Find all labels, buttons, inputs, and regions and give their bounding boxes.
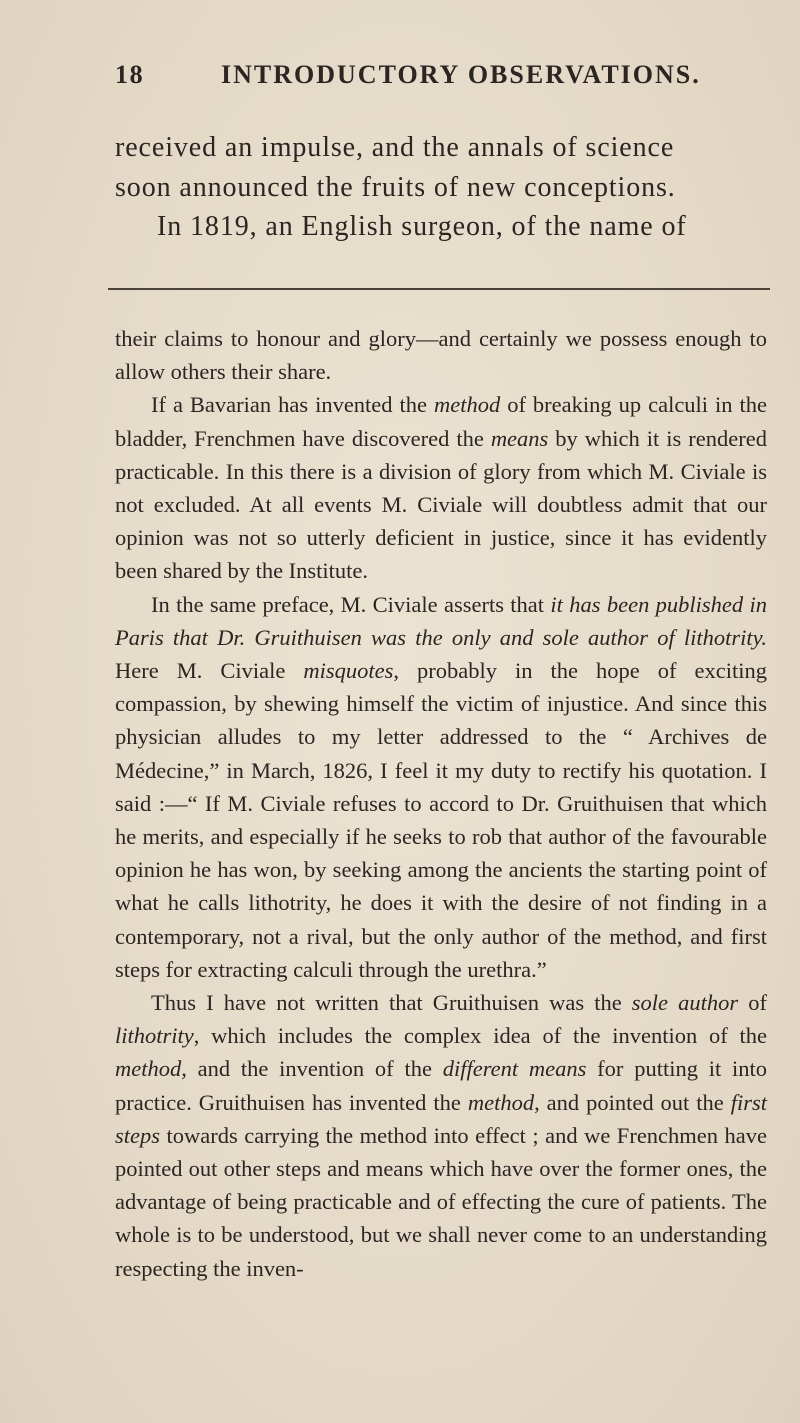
italic-run: lithotrity xyxy=(115,1023,194,1049)
text-run: for putting it into practice. Gruithuisen has invented the xyxy=(115,1056,767,1115)
footnote-paragraph xyxy=(115,588,767,986)
footnote-paragraph xyxy=(115,388,767,587)
italic-run: misquotes xyxy=(303,658,394,684)
italic-run: it has been published in Paris that Dr. Gruithuisen was the only and sole author of lithotrity. xyxy=(115,591,768,650)
text-run: of breaking up calculi in the bladder, Frenchmen have discovered the xyxy=(115,392,767,451)
text-run: , and pointed out the xyxy=(534,1089,731,1115)
text-run xyxy=(518,1056,529,1081)
main-text-line: soon announced the fruits of new conceptions. xyxy=(115,171,676,203)
text-run: by which it is rendered practicable. In this there is a division of glory from which M. Civiale is not excluded. At all events M. Civiale will doubtless admit that our opinion was not so utterly deficient in justice, since it has evidently been shared by the Institute. xyxy=(115,425,767,584)
italic-run: means xyxy=(490,425,549,451)
italic-run: method xyxy=(433,392,501,418)
text-run: , probably in the hope of exciting compassion, by shewing himself the victim of injustice. And since this physician alludes to my letter addressed to the “ Archives de Médecine,” in March, 1826, I feel it my duty to rectify his quotation. I said :—“ If M. Civiale refuses to accord to Dr. Gruithuisen that which he merits, and especially if he seeks to rob that author of the favourable opinion he has won, by seeking among the ancients the starting point of what he calls lithotrity, he does it with the desire of not finding in a contemporary, not a rival, but the only author of the method, and first steps for extracting calculi through the urethra.” xyxy=(115,658,767,982)
italic-run: means xyxy=(528,1056,587,1082)
main-text-line: received an impulse, and the annals of science xyxy=(115,132,675,163)
text-run: In the same preface, M. Civiale asserts that xyxy=(151,591,551,617)
italic-run: sole author xyxy=(631,990,739,1016)
text-run: , and the invention of the xyxy=(181,1056,443,1082)
italic-run: first steps xyxy=(115,1089,768,1148)
footnote-divider xyxy=(108,288,770,290)
page-number: 18 xyxy=(115,60,145,89)
text-run: , which includes the complex idea of the invention of the xyxy=(193,1023,767,1049)
text-run: of xyxy=(738,990,767,1016)
text-run: towards carrying the method into effect ; and we Frenchmen have pointed out other steps and means which have over the former ones, the advantage of being practicable and of effecting the cure of patients. The whole is to be understood, but we shall never come to an understanding respecting the inven- xyxy=(115,1122,767,1281)
main-text xyxy=(115,128,760,247)
page-header xyxy=(115,60,775,100)
italic-run: method xyxy=(467,1089,535,1115)
footnote-text xyxy=(115,322,767,1285)
italic-run: method xyxy=(115,1056,182,1082)
footnote-paragraph: their claims to honour and glory—and certainly we possess enough to allow others their share. xyxy=(115,326,767,385)
running-head: INTRODUCTORY OBSERVATIONS. xyxy=(221,60,701,89)
italic-run: different xyxy=(442,1056,519,1082)
text-run: Here M. Civiale xyxy=(115,658,304,684)
text-run: Thus I have not written that Gruithuisen was the xyxy=(151,990,632,1016)
main-text-line: In 1819, an English surgeon, of the name of xyxy=(157,211,687,242)
footnote-paragraph xyxy=(115,986,767,1285)
text-run: If a Bavarian has invented the xyxy=(151,392,434,418)
